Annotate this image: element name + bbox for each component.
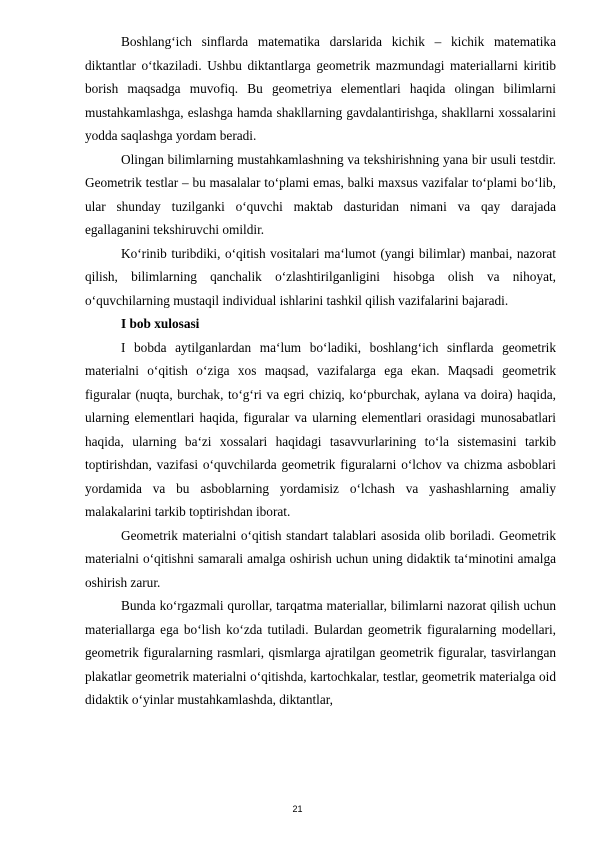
paragraph: Boshlang‘ich sinflarda matematika darslarida kichik – kichik matematika diktantlar o‘tkaziladi. Ushbu diktantlarga geometrik mazmundagi materiallarni kiritib borish maqsadga muvofiq. Bu geometriya elementlari haqida olingan bilimlarni mustahkamlashga, eslashga hamda shakllarning gavdalantirishga, shakllarni xossalarini yodda saqlashga yordam beradi. — [85, 34, 556, 143]
paragraph: I bobda aytilganlardan ma‘lum bo‘ladiki, boshlang‘ich sinflarda geometrik materialni o‘qitish o‘ziga xos maqsad, vazifalarga ega ekan. Maqsadi geometrik figuralar (nuqta, burchak, to‘g‘ri va egri chiziq, ko‘pburchak, aylana va doira) haqida, ularning elementlari haqida, figuralar va ularning elementlari orasidagi munosabatlari haqida, ularning ba‘zi xossalari haqidagi tasavvurlarining to‘la sistemasini tarkib toptirishdan, vazifasi o‘quvchilarda geometrik figuralarni o‘lchov va chizma asboblari yordamida va bu asboblarning yordamisiz o‘lchash va yashashlarning amaliy malakalarini tarkib toptirishdan iborat. — [85, 339, 556, 519]
paragraph: Olingan bilimlarning mustahkamlashning va tekshirishning yana bir usuli testdir. Geometrik testlar – bu masalalar to‘plami emas, balki maxsus vazifalar to‘plami bo‘lib, ular shunday tuzilganki o‘quvchi maktab dasturidan nimani va qay darajada egallaganini tekshiruvchi omildir. — [85, 151, 556, 237]
paragraph: Geometrik materialni o‘qitish standart talablari asosida olib boriladi. Geometrik materialni o‘qitishni samarali amalga oshirish uchun uning didaktik ta‘minotini amalga oshirish zarur. — [85, 527, 556, 590]
section-heading: I bob xulosasi — [121, 316, 200, 331]
paragraph: Bunda ko‘rgazmali qurollar, tarqatma materiallar, bilimlarni nazorat qilish uchun materiallarga ega bo‘lish ko‘zda tutiladi. Bulardan geometrik figuralarning modellari, geometrik figuralarning rasmlari, qismlarga ajratilgan geometrik figuralar, tasvirlangan plakatlar geometrik materialni o‘qitishda, kartochkalar, testlar, geometrik materialga oid didaktik o‘yinlar mustahkamlashda, diktantlar, — [85, 598, 556, 707]
page-number: 21 — [292, 804, 303, 814]
paragraph: Ko‘rinib turibdiki, o‘qitish vositalari ma‘lumot (yangi bilimlar) manbai, nazorat qilish, bilimlarning qanchalik o‘zlashtirilganligini hisobga olish va nihoyat, o‘quvchilarning mustaqil individual ishlarini tashkil qilish vazifalarini bajaradi. — [85, 245, 556, 308]
document-page — [85, 30, 556, 712]
